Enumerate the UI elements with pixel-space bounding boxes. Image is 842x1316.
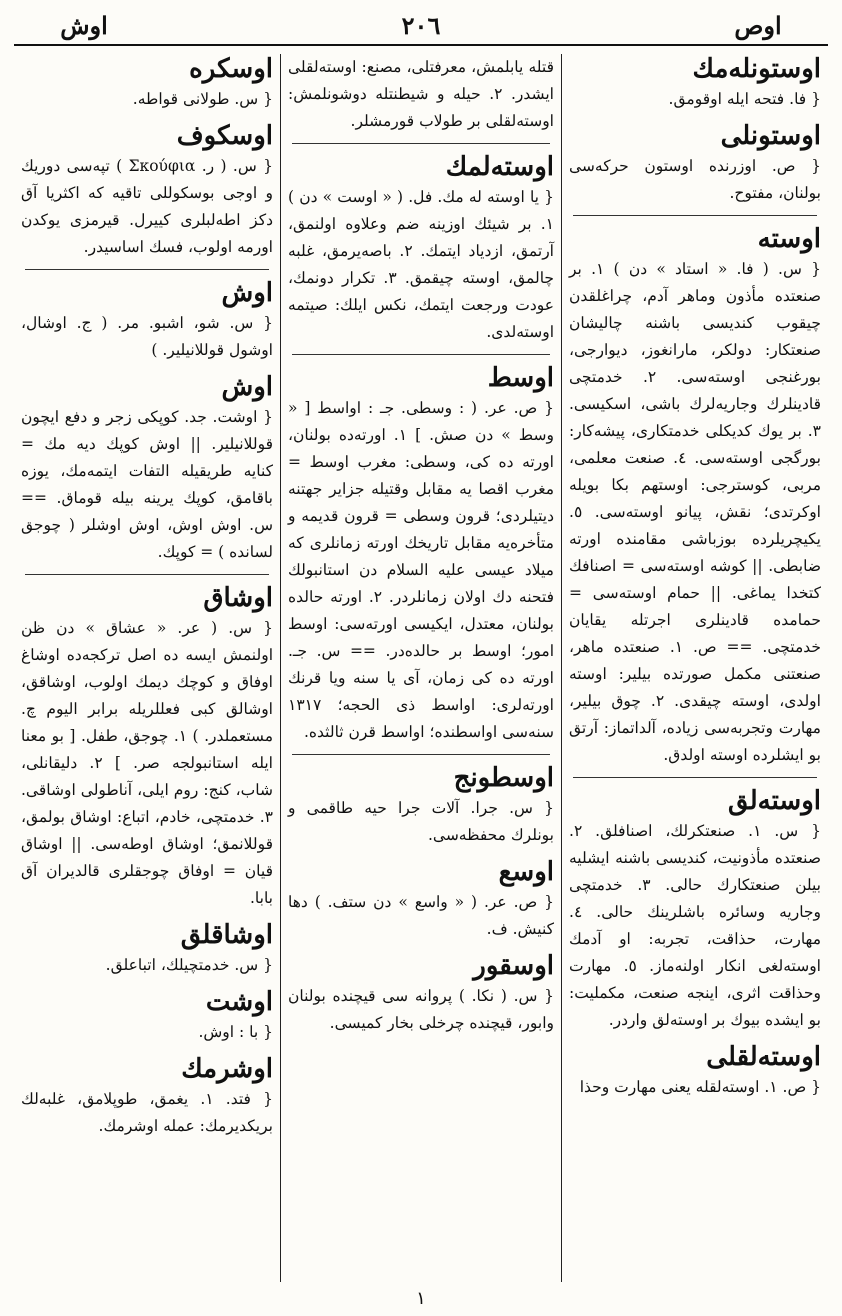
dictionary-entry bbox=[288, 951, 554, 1037]
entry-headword: اوش bbox=[221, 372, 273, 402]
entry-definition: { ص. عر. ( « واسع » دن ستف. ) دها كنيش. ف. bbox=[288, 893, 554, 938]
entry-definition: { ص. اوزرنده اوستون حركه‌سى بولنان، مفتوح. bbox=[569, 157, 821, 202]
column-left bbox=[14, 54, 280, 1282]
dictionary-entry bbox=[569, 121, 821, 207]
entry-definition: { س. ١. صنعتكرلك، اصنافلق. ٢. صنعتده مأذونيت، كنديسى باشنه ايشليه بيلن صنعتكارك حالى. ٣. خدمتچى وجاريه وسائره باشلرينك حالى. ٤. مهارت، حذاقت، تجربه: او آدمك اوسته‌لغى انكار اولنه‌ماز. ٥. مهارت وحذاقت اثرى، اينجه صنعت، مكمليت: بو ايشده بيوك بر اوسته‌لق واردر. bbox=[569, 822, 821, 1029]
dictionary-entry bbox=[288, 152, 554, 346]
columns-container bbox=[14, 54, 828, 1282]
entry-headword: اوش bbox=[221, 278, 273, 308]
entry-definition: { س. ( ر. Σκούφια ) تپه‌سى دوريك و اوجى بوسكوللى تاقيه كه اكثريا آق دكز اطه‌لبلرى كييرل. قيرمزى يوكدن اورمه اولوب، فسك اساسيدر. bbox=[21, 157, 273, 256]
dictionary-entry bbox=[288, 857, 554, 943]
entry-divider bbox=[292, 143, 550, 144]
entry-definition: { با : اوش. bbox=[198, 1023, 273, 1041]
entry-headword: اوسطونج bbox=[453, 763, 554, 793]
entry-divider bbox=[25, 574, 269, 575]
entry-definition: { س. ( عر. « عشاق » دن ظن اولنمش ايسه ده اصل تركجه‌ده اوشاغ اوفاق و كوچك ديمك اولوب، اوشاقق، اوشالق كبى فعللريله برابر اليوم چ. مستعملدر. ) ١. چوجق، طفل. [ بو معنا ايله استانبولجه صر. ] ٢. دليقانلى، شاب، كنج: روم ايلى، آناطولى اوشاقى. ٣. خدمتچى، خادم، اتباع: اوشاق بولمق، قوللانمق؛ اوشاق اوطه‌سى. || اوشاق قيان = اوفاق چوجقلرى قالديران آق بابا. bbox=[21, 619, 274, 907]
left-guide-word: اوش bbox=[60, 10, 108, 40]
dictionary-entry bbox=[21, 920, 273, 979]
dictionary-entry bbox=[569, 1042, 821, 1101]
entry-divider bbox=[292, 754, 550, 755]
page-signature: ١ bbox=[416, 1288, 426, 1309]
entry-definition: { فتد. ١. يغمق، طوپلامق، غلبه‌لك بريكديرمك: عمله اوشرمك. bbox=[21, 1090, 273, 1135]
entry-headword: اوشت bbox=[205, 987, 273, 1017]
entry-headword: اوسته‌لمك bbox=[445, 152, 554, 182]
column-right bbox=[562, 54, 828, 1282]
dictionary-entry bbox=[569, 786, 821, 1034]
right-guide-word: اوص bbox=[734, 10, 782, 40]
entry-definition: { س. خدمتچيلك، اتباعلق. bbox=[105, 956, 273, 974]
entry-headword: اوسكوف bbox=[176, 121, 273, 151]
dictionary-entry bbox=[21, 54, 273, 113]
entry-headword: اوستونلى bbox=[720, 121, 821, 151]
entry-headword: اوسط bbox=[487, 363, 554, 393]
entry-definition: { ص. عر. ( : وسطى. جـ : اواسط [ « وسط » دن صش. ] ١. اورته‌ده بولنان، اورته ده كى، وسطى: مغرب اوسط = مغرب اقصا يه مقابل وقتيله جزاير جهتنه ديتيلردى؛ قرون وسطى = قرون قديمه و متأخره‌يه مقابل تاريخك اورته زمانلرى كه ميلاد عيسى عليه السلام دن استانبولك فتحنه دك اولان زمانلردر. ٢. اورته حالده بولنان، معتدل، ايكيسى اورته‌سى: اوسط امور؛ اوسط بر حالده‌در. == س. جـ. اورته ده كى زمان، آى يا سنه ويا قرنك اورته‌لرى: اواسط ذى الحجه؛ ١٣١٧ سنه‌سى اواسطنده؛ اواسط قرن ثالثده. bbox=[288, 399, 554, 741]
entry-headword: اوسكره bbox=[189, 54, 273, 84]
entry-definition: { س. ( فا. « استاد » دن ) ١. بر صنعتده مأذون وماهر آدم، چراغلقدن چيقوب كنديسى باشنه چاليشان صنعتكار: دولكر، مارانغوز، ديوارجى، بورغنجى اوسته‌سى. ٢. خدمتچى قادينلرك وجاريه‌لرك باشى، اسكيسى. ٣. بر يوك كديكلى خدمتكارى، پيشه‌كار: بورگجى اوسته‌سى. ٤. صنعت معلمى، مربى، كوسترجى: اوستهم بكا بويله اوكرتدى؛ نقش، پيانو اوسته‌سى. ٥. يكيچريلرده بوزباشى مقامنده اورته ضابطى. || كوشه اوسته‌سى = اصنافك كتخدا يماغى. || حمام اوسته‌سى = حمامده قادينلرى اجرتله يقايان خدمتچى. == ص. ١. صنعتده ماهر، صنعتنى مكمل صورتده بيلير: اوسته اولدى، اوسته چيقدى. ٢. چوق بيلير، مهارت وتجربه‌سى زياده، آلداتماز: آرتق بو ايشلرده اوسته اولدق. bbox=[569, 260, 821, 764]
entry-headword: اوشاقلق bbox=[180, 920, 273, 950]
dictionary-entry bbox=[569, 224, 821, 769]
dictionary-entry bbox=[288, 363, 554, 746]
dictionary-entry bbox=[21, 583, 273, 912]
dictionary-entry bbox=[21, 372, 273, 566]
entry-definition: { س. طولانى قواطه. bbox=[132, 90, 273, 108]
entry-headword: اوسته‌لقلى bbox=[706, 1042, 821, 1072]
entry-definition: { ص. ١. اوسته‌لقله يعنى مهارت وحذا bbox=[579, 1078, 821, 1096]
dictionary-entry bbox=[288, 54, 554, 135]
entry-definition: { س. شو، اشبو. مر. ( ج. اوشال، اوشول قوللانيلير. ) bbox=[21, 314, 273, 359]
entry-headword: اوسقور bbox=[473, 951, 554, 981]
entry-definition: { س. ( نكا. ) پروانه سى قيچنده بولنان وابور، قيچنده چرخلى بخار كميسى. bbox=[288, 987, 554, 1032]
entry-definition: قتله يابلمش، معرفتلى، مصنع: اوسته‌لقلى ايشدر. ٢. حيله و شيطنتله دوشونلمش: اوسته‌لقلى بر طولاب قورمشلر. bbox=[288, 58, 554, 130]
entry-headword: اوشاق bbox=[203, 583, 273, 613]
dictionary-entry bbox=[21, 987, 273, 1046]
entry-divider bbox=[25, 269, 269, 270]
entry-headword: اوسته‌لق bbox=[728, 786, 821, 816]
entry-definition: { يا اوسته له مك. فل. ( « اوست » دن ) ١. بر شيئك اوزينه ضم وعلاوه اولنمق، آرتمق، ازدياد ايتمك. ٢. باصه‌يرمق، غلبه چالمق، اوسته چيقمق. ٣. تكرار دونمك، عودت ورجعت ايتمك، نكس ايلك: صيتمه اوسته‌لدى. bbox=[288, 188, 554, 341]
entry-headword: اوسع bbox=[498, 857, 554, 887]
entry-definition: { فا. فتحه ايله اوقومق. bbox=[668, 90, 821, 108]
dictionary-entry bbox=[21, 121, 273, 261]
page-header bbox=[14, 8, 828, 42]
entry-headword: اوستونله‌مك bbox=[692, 54, 821, 84]
entry-definition: { س. جرا. آلات جرا حيه طاقمى و بونلرك محفظه‌سى. bbox=[288, 799, 554, 844]
column-middle bbox=[280, 54, 562, 1282]
entry-divider bbox=[292, 354, 550, 355]
entry-divider bbox=[573, 215, 817, 216]
entry-headword: اوشرمك bbox=[181, 1054, 273, 1084]
entry-headword: اوسته bbox=[757, 224, 821, 254]
dictionary-entry bbox=[21, 1054, 273, 1140]
entry-divider bbox=[573, 777, 817, 778]
dictionary-entry bbox=[288, 763, 554, 849]
dictionary-entry bbox=[569, 54, 821, 113]
dictionary-entry bbox=[21, 278, 273, 364]
header-divider bbox=[14, 44, 828, 46]
page-number: ٢٠٦ bbox=[401, 10, 441, 40]
entry-definition: { اوشت. جد. كوپكى زجر و دفع ايچون قوللانيلير. || اوش كوپك ديه مك = كنايه طريقيله التفات ايتمه‌مك، يوزه باقامق، كوپك يرينه بيله قوماق. == س. اوش اوش، اوش اوشلر ( چوجق لسانده ) = كوپك. bbox=[21, 408, 273, 561]
